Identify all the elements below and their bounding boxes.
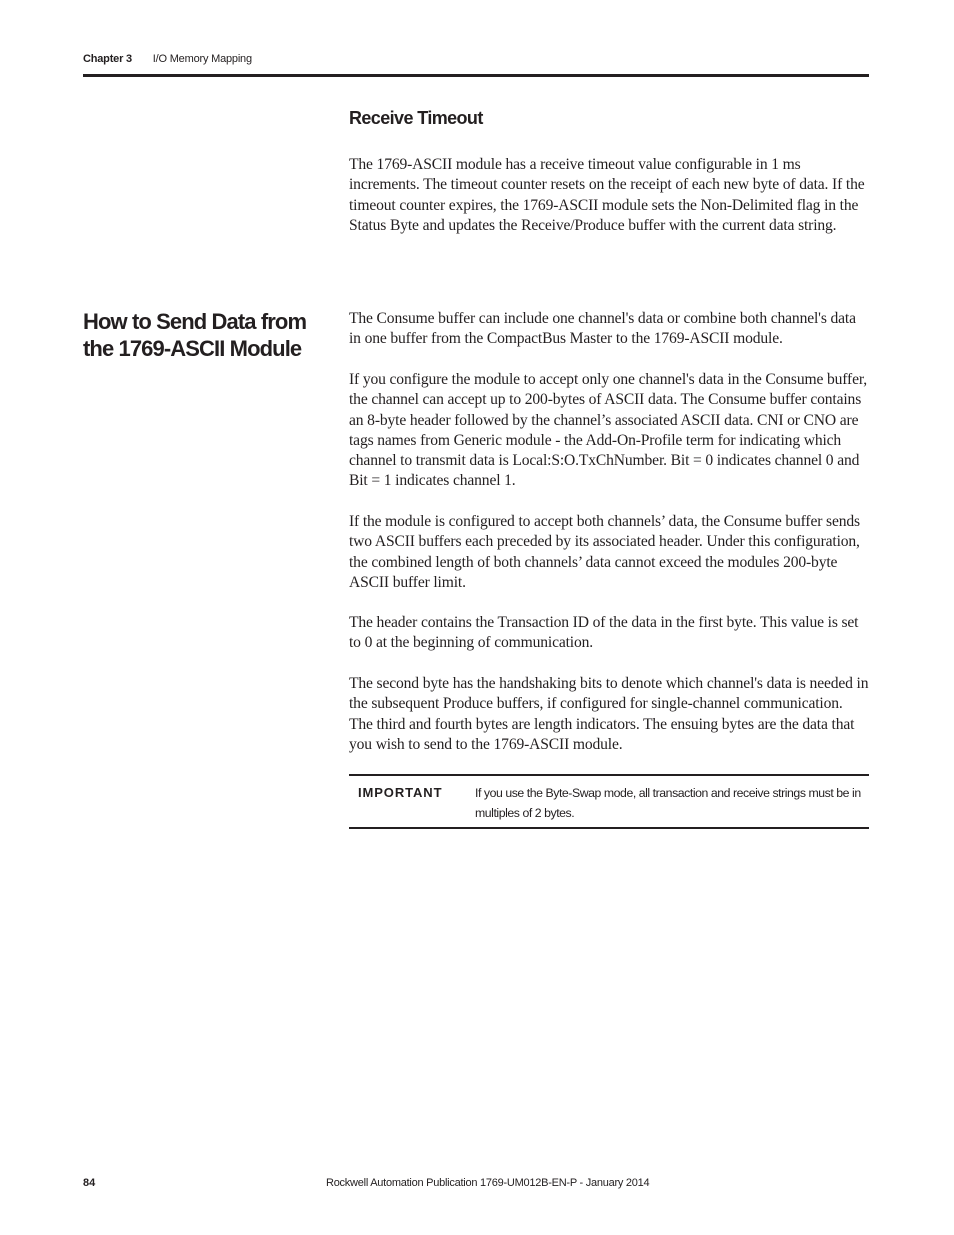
send-data-paragraph-3: If the module is configured to accept both channels’ data, the Consume buffer sends two ASCII buffers each preceded by its associated header. Under this configuration, the combined length of both channels’ data cannot exceed the modules 200-byte ASCII buffer limit.: [349, 513, 860, 591]
publication-info: Rockwell Automation Publication 1769-UM012B-EN-P - January 2014: [326, 1177, 650, 1189]
receive-timeout-paragraph: The 1769-ASCII module has a receive timeout value configurable in 1 ms increments. The timeout counter resets on the receipt of each new byte of data. If the timeout counter expires, the 1769-ASCII module sets the Non-Delimited flag in the Status Byte and updates the Receive/Produce buffer with the current data string.: [349, 156, 865, 234]
chapter-label: Chapter 3: [83, 53, 132, 65]
send-data-paragraph-5: The second byte has the handshaking bits to denote which channel's data is needed in the subsequent Produce buffers, if configured for single-channel communication. The third and fourth bytes are length indicators. The ensuing bytes are the data that you wish to send to the 1769-ASCII module.: [349, 675, 869, 753]
important-text: If you use the Byte-Swap mode, all transaction and receive strings must be in multiples of 2 bytes.: [475, 786, 861, 820]
chapter-title: I/O Memory Mapping: [152, 53, 252, 65]
important-note: [349, 774, 869, 829]
important-label: IMPORTANT: [358, 785, 443, 800]
send-data-paragraph-2: If you configure the module to accept only one channel's data in the Consume buffer, the channel can accept up to 200-bytes of ASCII data. The Consume buffer contains an 8-byte header followed by the channel’s associated ASCII data. CNI or CNO are tags names from Generic module - the Add-On-Profile term for indicating which channel to transmit data is Local:S:O.TxChNumber. Bit = 0 indicates channel 0 and Bit = 1 indicates channel 1.: [349, 371, 868, 490]
header-divider: [83, 74, 869, 77]
send-data-paragraph-1: The Consume buffer can include one channel's data or combine both channel's data in one buffer from the CompactBus Master to the 1769-ASCII module.: [349, 310, 856, 348]
send-data-paragraph-4: The header contains the Transaction ID of the data in the first byte. This value is set to 0 at the beginning of communication.: [349, 614, 859, 652]
send-data-heading: How to Send Data from the 1769-ASCII Module: [83, 309, 307, 361]
receive-timeout-heading: Receive Timeout: [349, 108, 483, 128]
page-number: 84: [83, 1177, 96, 1189]
running-header: [83, 53, 252, 65]
